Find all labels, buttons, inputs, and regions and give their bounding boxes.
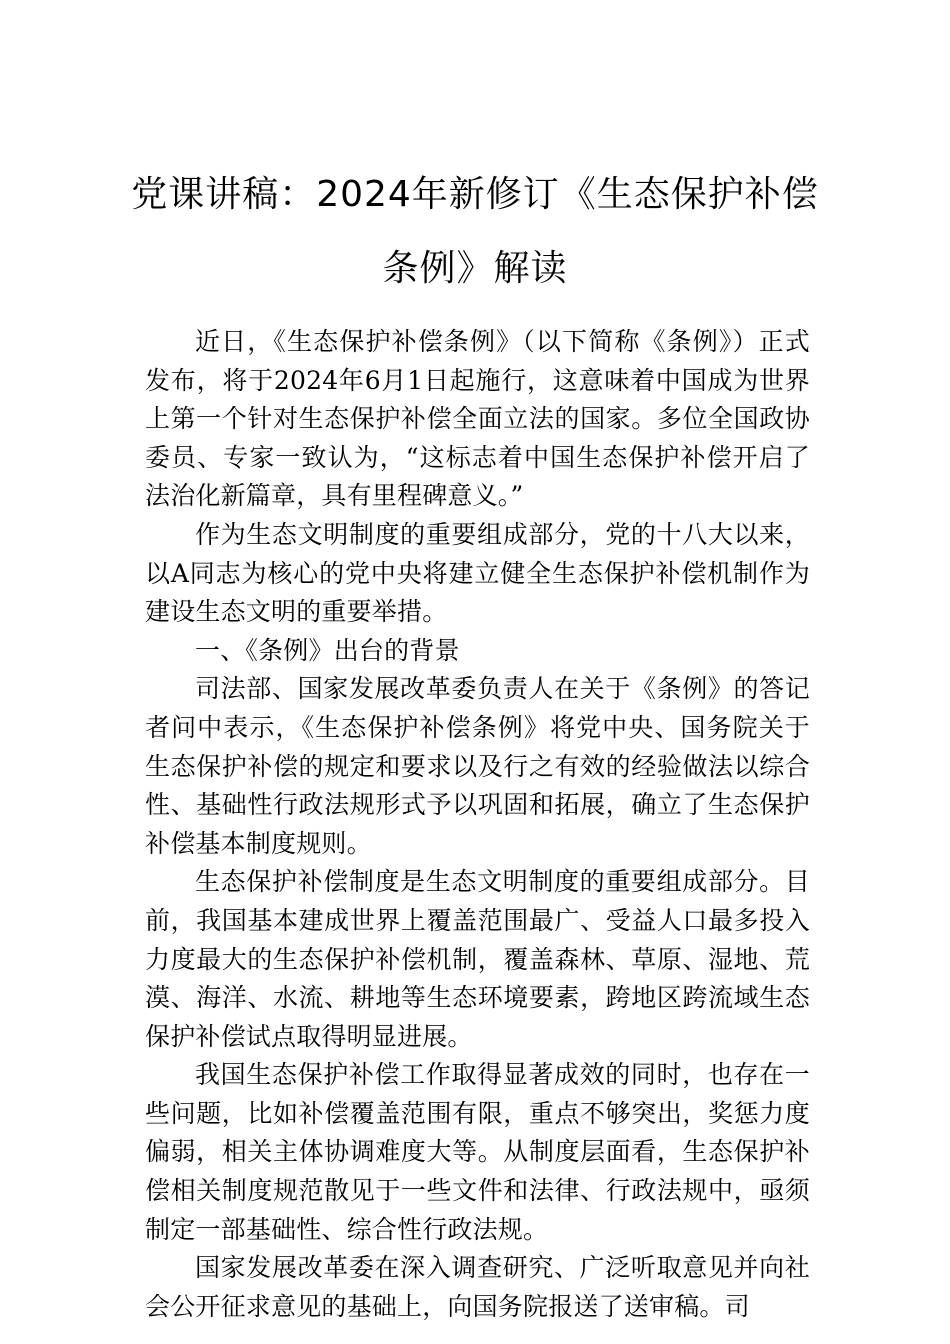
paragraph-significance: 作为生态文明制度的重要组成部分，党的十八大以来，以A同志为核心的党中央将建立健全生态保护补偿机制作为建设生态文明的重要举措。 <box>145 519 810 627</box>
title-line-2: 条例》解读 <box>382 248 568 289</box>
paragraph-intro: 近日，《生态保护补偿条例》（以下简称《条例》）正式发布，将于2024年6月1日起施行，这意味着中国成为世界上第一个针对生态保护补偿全面立法的国家。多位全国政协委员、专家一致认为，“这标志着中国生态保护补偿开启了法治化新篇章，具有里程碑意义。” <box>145 327 810 511</box>
paragraph-problems: 我国生态保护补偿工作取得显著成效的同时，也存在一些问题，比如补偿覆盖范围有限，重点不够突出，奖惩力度偏弱，相关主体协调难度大等。从制度层面看，生态保护补偿相关制度规范散见于一些文件和法律、行政法规中，亟须制定一部基础性、综合性行政法规。 <box>145 1060 810 1244</box>
section-heading-background: 一、《条例》出台的背景 <box>195 635 460 665</box>
document-body <box>145 323 810 1326</box>
paragraph-ministry-statement: 司法部、国家发展改革委负责人在关于《条例》的答记者问中表示，《生态保护补偿条例》将党中央、国务院关于生态保护补偿的规定和要求以及行之有效的经验做法以综合性、基础性行政法规形式予以巩固和拓展，确立了生态保护补偿基本制度规则。 <box>145 674 810 858</box>
title-line-1: 党课讲稿：2024年新修订《生态保护补偿 <box>131 174 819 215</box>
document-title <box>120 158 830 306</box>
paragraph-drafting: 国家发展改革委在深入调查研究、广泛听取意见并向社会公开征求意见的基础上，向国务院报送了送审稿。司 <box>145 1253 810 1321</box>
paragraph-system-status: 生态保护补偿制度是生态文明制度的重要组成部分。目前，我国基本建成世界上覆盖范围最广、受益人口最多投入力度最大的生态保护补偿机制，覆盖森林、草原、湿地、荒漠、海洋、水流、耕地等生态环境要素，跨地区跨流域生态保护补偿试点取得明显进展。 <box>145 867 810 1051</box>
